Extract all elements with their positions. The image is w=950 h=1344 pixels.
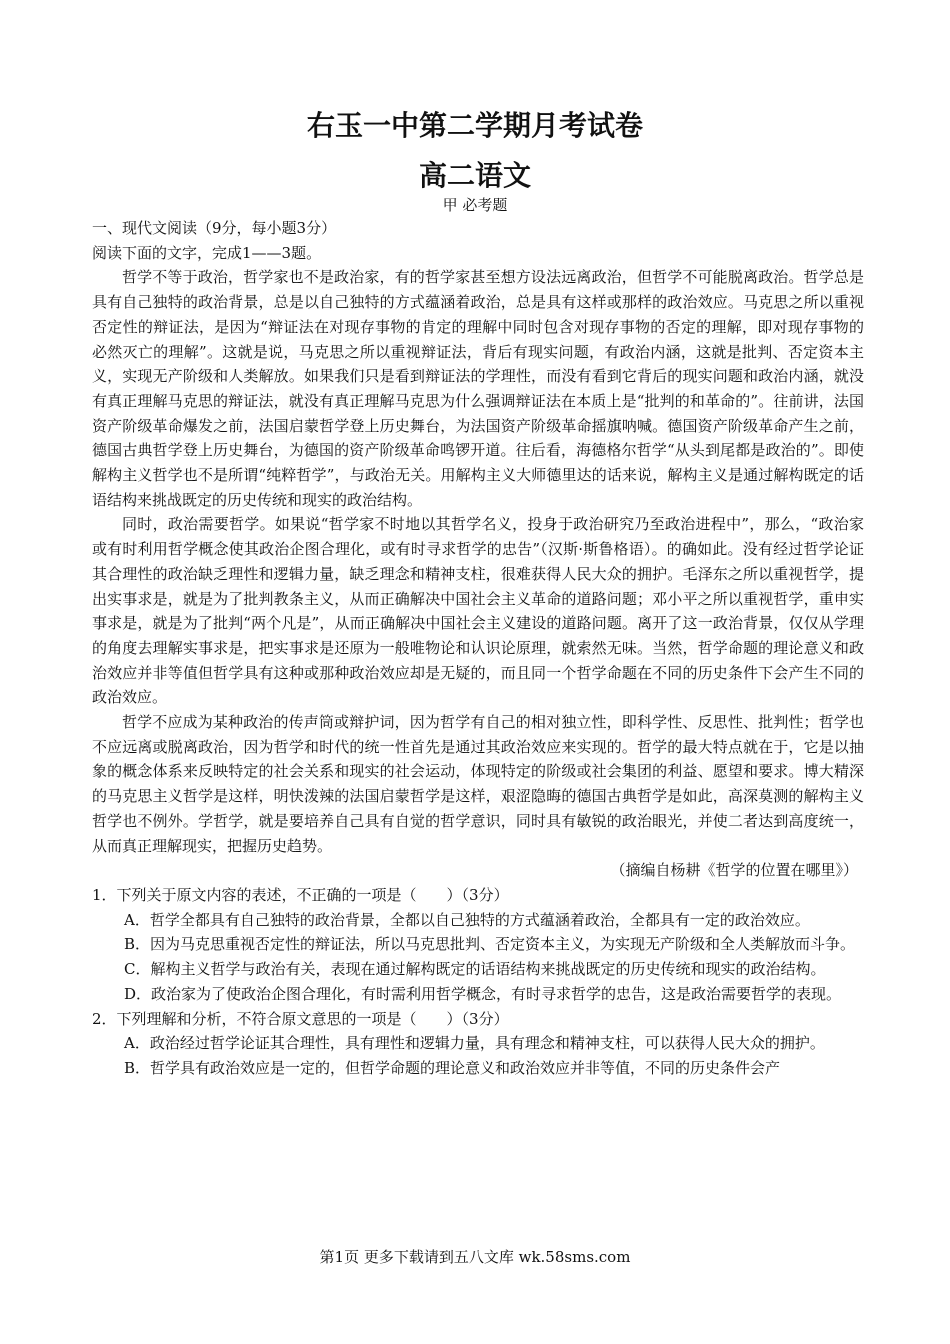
question-2-option-b: B．哲学具有政治效应是一定的，但哲学命题的理论意义和政治效应并非等值，不同的历史条件会产 xyxy=(124,1058,781,1077)
subject-title: 高二语文 xyxy=(418,159,531,192)
question-1-option-a: A．哲学全都具有自己独特的政治背景，全都以自己独特的方式蕴涵着政治，全都具有一定的政治效应。 xyxy=(124,910,810,929)
page-footer: 第1页 更多下载请到五八文库 wk.58sms.com xyxy=(319,1248,631,1266)
passage-paragraph-3: 哲学不应成为某种政治的传声筒或辩护词，因为哲学有自己的相对独立性，即科学性、反思性、批判性；哲学也不应远离或脱离政治，因为哲学和时代的统一性首先是通过其政治效应来实现的。哲学的最大特点就在于，它是以抽象的概念体系来反映特定的社会关系和现实的社会运动，体现特定的阶级或社会集团的利益、愿望和要求。博大精深的马克思主义哲学是这样，明快泼辣的法国启蒙哲学是这样，艰涩隐晦的德国古典哲学是如此，高深莫测的解构主义哲学也不例外。学哲学，就是要培养自己具有自觉的哲学意识，同时具有敏锐的政治眼光，并使二者达到高度统一，从而真正理解现实，把握历史趋势。 xyxy=(92,713,864,855)
question-1-stem: 1．下列关于原文内容的表述，不正确的一项是（ ）（3分） xyxy=(92,885,509,904)
question-2-option-a: A．政治经过哲学论证其合理性，具有理性和逻辑力量，具有理念和精神支柱，可以获得人民大众的拥护。 xyxy=(124,1034,825,1053)
passage-paragraph-2: 同时，政治需要哲学。如果说“哲学家不时地以其哲学名义，投身于政治研究乃至政治进程中”，那么，“政治家或有时利用哲学概念使其政治企图合理化，或有时寻求哲学的忠告”（汉斯·斯鲁格语）。的确如此。没有经过哲学论证其合理性的政治缺乏理性和逻辑力量，缺乏理念和精神支柱，很难获得人民大众的拥护。毛泽东之所以重视哲学，提出实事求是，就是为了批判教条主义，从而正确解决中国社会主义革命的道路问题；邓小平之所以重视哲学，重申实事求是，就是为了批判“两个凡是”，从而正确解决中国社会主义建设的道路问题。离开了这一政治背景，仅仅从学理的角度去理解实事求是，把实事求是还原为一般唯物论和认识论原理，就索然无味。当然，哲学命题的理论意义和政治效应并非等值但哲学具有这种或那种政治效应却是无疑的，而且同一个哲学命题在不同的历史条件下会产生不同的政治效应。 xyxy=(92,515,864,707)
reading-instruction: 阅读下面的文字，完成1——3题。 xyxy=(92,243,322,262)
question-1-option-b: B．因为马克思重视否定性的辩证法，所以马克思批判、否定资本主义，为实现无产阶级和全人类解放而斗争。 xyxy=(124,935,856,954)
section-label: 甲 必考题 xyxy=(442,196,508,214)
question-1-option-d: D．政治家为了使政治企图合理化，有时需利用哲学概念，有时寻求哲学的忠告，这是政治需要哲学的表现。 xyxy=(124,984,842,1003)
passage-paragraph-1: 哲学不等于政治，哲学家也不是政治家，有的哲学家甚至想方设法远离政治，但哲学不可能脱离政治。哲学总是具有自己独特的政治背景，总是以自己独特的方式蕴涵着政治，总是具有这样或那样的政治效应。马克思之所以重视否定性的辩证法，是因为“辩证法在对现存事物的肯定的理解中同时包含对现存事物的否定的理解，即对现存事物的必然灭亡的理解”。这就是说，马克思之所以重视辩证法，背后有现实问题，有政治内涵，这就是批判、否定资本主义，实现无产阶级和人类解放。如果我们只是看到辩证法的学理性，而没有看到它背后的现实问题和政治内涵，就没有真正理解马克思的辩证法，就没有真正理解马克思为什么强调辩证法在本质上是“批判的和革命的”。往前讲，法国资产阶级革命爆发之前，法国启蒙哲学登上历史舞台，为法国资产阶级革命摇旗呐喊。德国资产阶级革命产生之前，德国古典哲学登上历史舞台，为德国的资产阶级革命鸣锣开道。往后看，海德格尔哲学“从头到尾都是政治的”。即使解构主义哲学也不是所谓“纯粹哲学”，与政治无关。用解构主义大师德里达的话来说，解构主义是通过解构既定的话语结构来挑战既定的历史传统和现实的政治结构。 xyxy=(92,268,864,509)
passage-source: （摘编自杨耕《哲学的位置在哪里》） xyxy=(610,861,858,880)
exam-body xyxy=(92,216,864,1081)
exam-title: 右玉一中第二学期月考试卷 xyxy=(306,109,643,142)
part-heading: 一、现代文阅读（9分，每小题3分） xyxy=(92,219,337,237)
question-1-option-c: C．解构主义哲学与政治有关，表现在通过解构既定的话语结构来挑战既定的历史传统和现实的政治结构。 xyxy=(124,960,826,979)
question-2-stem: 2．下列理解和分析，不符合原文意思的一项是（ ）（3分） xyxy=(92,1009,509,1028)
